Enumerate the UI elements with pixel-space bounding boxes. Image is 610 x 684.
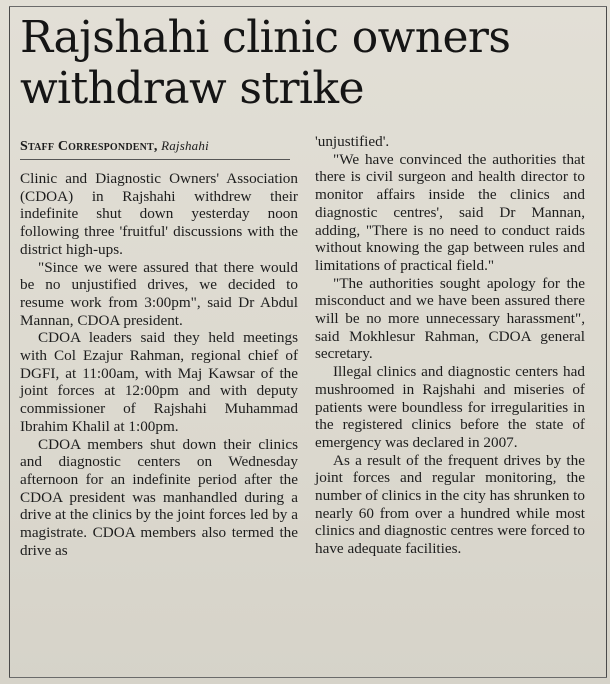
paragraph-apology: "The authorities sought apology for the misconduct and we have been assured there will be no more unnecessary harassment", said Mokhlesur Rahman, CDOA general secretary.	[315, 274, 585, 363]
byline-rule	[20, 159, 290, 160]
left-column	[20, 138, 298, 559]
right-border-rule	[606, 6, 607, 678]
paragraph-shutdown: CDOA members shut down their clinics and diagnostic centers on Wednesday afternoon for an indefinite period after the CDOA president was manhandled during a drive at the clinics by the joint forces led by a magistrate. CDOA members also termed the drive as	[20, 435, 298, 559]
left-border-rule	[9, 6, 10, 678]
paragraph-meetings: CDOA leaders said they held meetings with Col Ezajur Rahman, regional chief of DGFI, at 11:00am, with Maj Kawsar of the joint forces at 12:00pm and with deputy commissioner of Rajshahi Muhammad Ibrahim Khalil at 1:00pm.	[20, 329, 298, 435]
byline-location: Rajshahi	[161, 138, 209, 153]
paragraph-convinced: "We have convinced the authorities that there is civil surgeon and health director to monitor affairs inside the clinics and diagnostic centres', said Dr Mannan, adding, "There is no need to conduct raids without knowing the gap between rules and limitations of practical field."	[315, 150, 585, 274]
paragraph-frequent-drives: As a result of the frequent drives by the joint forces and regular monitoring, the number of clinics in the city has shrunken to nearly 60 from over a hundred while most clinics and diagnostic centres were forced to have adequate facilities.	[315, 451, 585, 558]
paragraph-unjustified: 'unjustified'.	[315, 133, 390, 150]
byline-author: Staff Correspondent,	[20, 139, 158, 154]
bottom-border-rule	[9, 677, 607, 678]
byline	[20, 138, 298, 155]
paragraph-illegal-clinics: Illegal clinics and diagnostic centers had mushroomed in Rajshahi and miseries of patients were boundless for irregularities in the registered clinics before the state of emergency was declared in 2007.	[315, 363, 585, 451]
headline: Rajshahi clinic owners withdraw strike	[20, 12, 511, 114]
right-column	[315, 133, 585, 558]
paragraph-quote-mannan: "Since we were assured that there would be no unjustified drives, we decided to resume work from 3:00pm", said Dr Abdul Mannan, CDOA president.	[20, 258, 298, 329]
top-border-rule	[9, 6, 607, 7]
paragraph-lead: Clinic and Diagnostic Owners' Association (CDOA) in Rajshahi withdrew their indefinite shut down yesterday noon following three 'fruitful' discussions with the district high-ups.	[20, 170, 298, 258]
